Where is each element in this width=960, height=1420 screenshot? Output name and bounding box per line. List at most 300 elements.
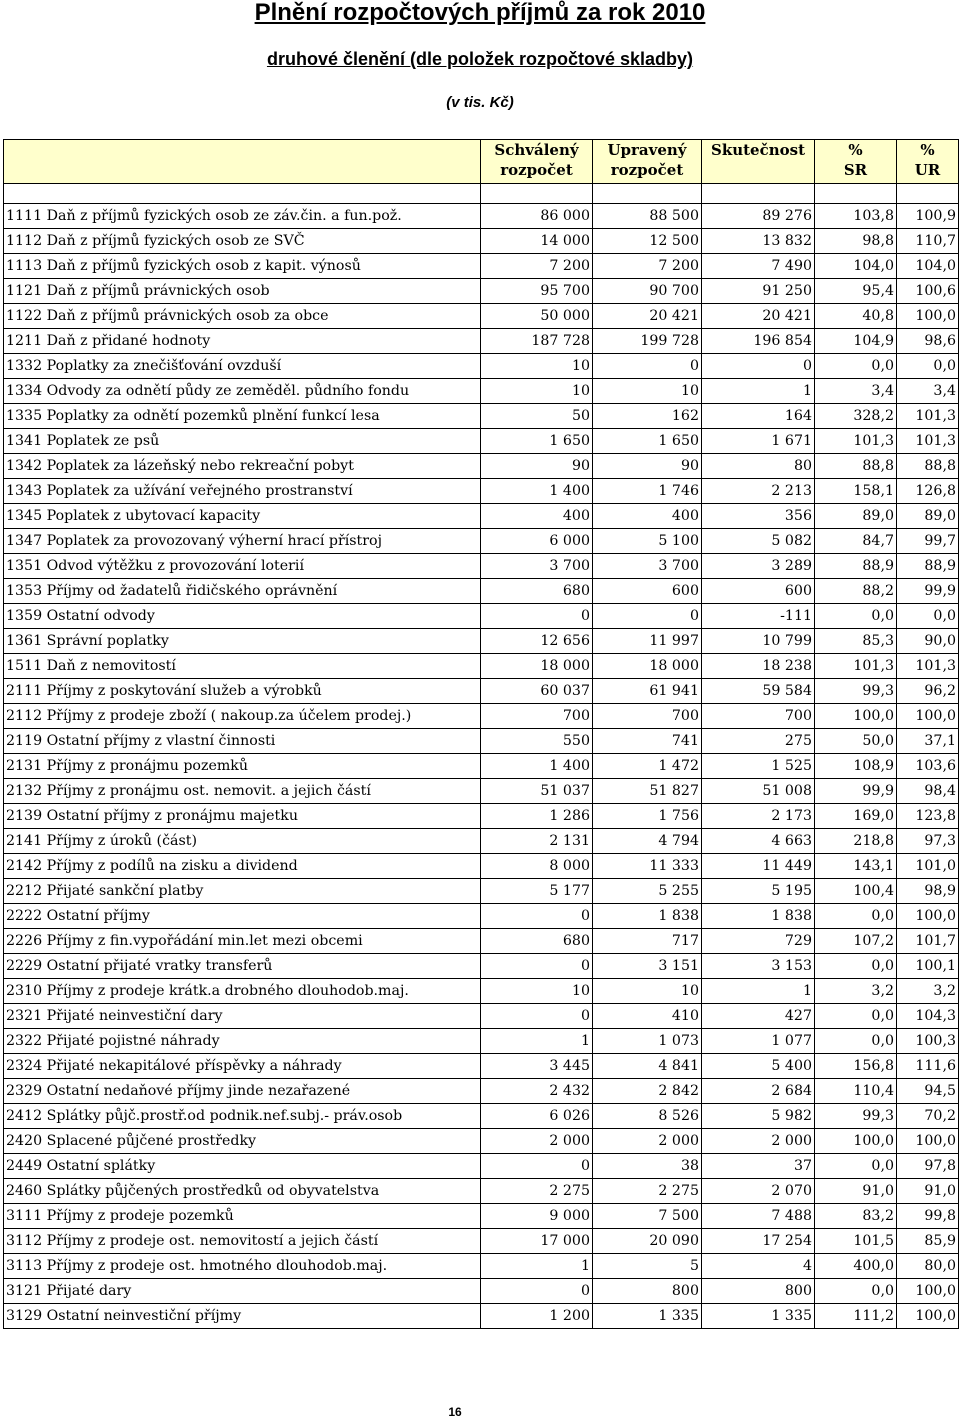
cell-pct-ur: 100,6: [897, 279, 959, 304]
table-row: [4, 679, 959, 704]
cell-pct-sr: 156,8: [815, 1054, 897, 1079]
cell-pct-ur: 101,3: [897, 429, 959, 454]
cell-label: 2420 Splacené půjčené prostředky: [4, 1129, 481, 1154]
table-row: [4, 404, 959, 429]
cell-upraveny: 717: [593, 929, 702, 954]
cell-skutecnost: 196 854: [702, 329, 815, 354]
cell-schvaleny: 1 400: [481, 754, 593, 779]
cell-schvaleny: 60 037: [481, 679, 593, 704]
cell-pct-ur: 98,4: [897, 779, 959, 804]
cell-pct-ur: 100,0: [897, 1279, 959, 1304]
cell-label: 2322 Přijaté pojistné náhrady: [4, 1029, 481, 1054]
cell-schvaleny: 10: [481, 979, 593, 1004]
cell-pct-ur: 110,7: [897, 229, 959, 254]
cell-pct-ur: 100,0: [897, 904, 959, 929]
cell-pct-ur: 100,0: [897, 304, 959, 329]
cell-skutecnost: 2 000: [702, 1129, 815, 1154]
table-row: [4, 1004, 959, 1029]
cell-schvaleny: 6 026: [481, 1104, 593, 1129]
header-schvaleny: [481, 140, 593, 184]
cell-label: 1361 Správní poplatky: [4, 629, 481, 654]
table-row: [4, 729, 959, 754]
cell-pct-sr: 98,8: [815, 229, 897, 254]
cell-upraveny: 162: [593, 404, 702, 429]
cell-pct-ur: 104,3: [897, 1004, 959, 1029]
cell-skutecnost: 4 663: [702, 829, 815, 854]
cell-pct-sr: 40,8: [815, 304, 897, 329]
cell-pct-sr: 95,4: [815, 279, 897, 304]
cell-pct-ur: 80,0: [897, 1254, 959, 1279]
cell-label: 2449 Ostatní splátky: [4, 1154, 481, 1179]
cell-upraveny: 90: [593, 454, 702, 479]
cell-skutecnost: 18 238: [702, 654, 815, 679]
cell-pct-sr: 104,9: [815, 329, 897, 354]
cell-label: 3129 Ostatní neinvestiční příjmy: [4, 1304, 481, 1329]
cell-label: 2329 Ostatní nedaňové příjmy jinde nezařazené: [4, 1079, 481, 1104]
table-row: [4, 529, 959, 554]
cell-skutecnost: 4: [702, 1254, 815, 1279]
cell-label: 2324 Přijaté nekapitálové příspěvky a náhrady: [4, 1054, 481, 1079]
cell-skutecnost: 729: [702, 929, 815, 954]
cell-upraveny: 1 073: [593, 1029, 702, 1054]
table-row: [4, 654, 959, 679]
cell-upraveny: 2 842: [593, 1079, 702, 1104]
cell-label: 1113 Daň z příjmů fyzických osob z kapit. výnosů: [4, 254, 481, 279]
cell-pct-ur: 3,2: [897, 979, 959, 1004]
cell-label: 2412 Splátky půjč.prostř.od podnik.nef.subj.- práv.osob: [4, 1104, 481, 1129]
cell-pct-ur: 101,3: [897, 404, 959, 429]
table-row: [4, 779, 959, 804]
cell-label: 2142 Příjmy z podílů na zisku a dividend: [4, 854, 481, 879]
cell-label: 2321 Přijaté neinvestiční dary: [4, 1004, 481, 1029]
cell-skutecnost: 1 525: [702, 754, 815, 779]
cell-upraveny: 4 794: [593, 829, 702, 854]
cell-upraveny: 4 841: [593, 1054, 702, 1079]
table-row: [4, 879, 959, 904]
cell-pct-sr: 100,0: [815, 704, 897, 729]
cell-pct-sr: 111,2: [815, 1304, 897, 1329]
cell-skutecnost: 5 400: [702, 1054, 815, 1079]
cell-label: 2112 Příjmy z prodeje zboží ( nakoup.za účelem prodej.): [4, 704, 481, 729]
cell-pct-ur: 100,3: [897, 1029, 959, 1054]
cell-skutecnost: 51 008: [702, 779, 815, 804]
cell-pct-sr: 84,7: [815, 529, 897, 554]
cell-schvaleny: 51 037: [481, 779, 593, 804]
table-row: [4, 854, 959, 879]
cell-upraveny: 12 500: [593, 229, 702, 254]
cell-pct-ur: 0,0: [897, 354, 959, 379]
cell-pct-sr: 0,0: [815, 1004, 897, 1029]
table-row: [4, 354, 959, 379]
cell-pct-ur: 101,7: [897, 929, 959, 954]
cell-schvaleny: 187 728: [481, 329, 593, 354]
cell-pct-ur: 99,8: [897, 1204, 959, 1229]
cell-skutecnost: 3 153: [702, 954, 815, 979]
cell-skutecnost: 59 584: [702, 679, 815, 704]
cell-upraveny: 7 200: [593, 254, 702, 279]
cell-skutecnost: 5 195: [702, 879, 815, 904]
cell-schvaleny: 550: [481, 729, 593, 754]
cell-pct-ur: 85,9: [897, 1229, 959, 1254]
cell-pct-sr: 101,3: [815, 654, 897, 679]
table-row: [4, 929, 959, 954]
cell-skutecnost: 275: [702, 729, 815, 754]
cell-schvaleny: 10: [481, 354, 593, 379]
table-row: [4, 904, 959, 929]
cell-pct-ur: 91,0: [897, 1179, 959, 1204]
cell-pct-sr: 0,0: [815, 1029, 897, 1054]
cell-skutecnost: 1 671: [702, 429, 815, 454]
cell-pct-ur: 96,2: [897, 679, 959, 704]
table-row: [4, 954, 959, 979]
cell-schvaleny: 8 000: [481, 854, 593, 879]
table-row: [4, 279, 959, 304]
cell-label: 2119 Ostatní příjmy z vlastní činnosti: [4, 729, 481, 754]
cell-schvaleny: 400: [481, 504, 593, 529]
cell-skutecnost: 2 684: [702, 1079, 815, 1104]
cell-upraveny: 2 000: [593, 1129, 702, 1154]
cell-pct-sr: 103,8: [815, 204, 897, 229]
cell-skutecnost: 20 421: [702, 304, 815, 329]
cell-pct-ur: 111,6: [897, 1054, 959, 1079]
cell-pct-ur: 98,6: [897, 329, 959, 354]
cell-label: 1341 Poplatek ze psů: [4, 429, 481, 454]
cell-pct-ur: 126,8: [897, 479, 959, 504]
header-label-cell: [4, 140, 481, 184]
cell-pct-sr: 100,0: [815, 1129, 897, 1154]
cell-label: 2131 Příjmy z pronájmu pozemků: [4, 754, 481, 779]
cell-pct-sr: 85,3: [815, 629, 897, 654]
cell-pct-ur: 97,8: [897, 1154, 959, 1179]
cell-schvaleny: 2 000: [481, 1129, 593, 1154]
cell-pct-ur: 100,9: [897, 204, 959, 229]
cell-pct-ur: 94,5: [897, 1079, 959, 1104]
cell-upraveny: 0: [593, 604, 702, 629]
table-row: [4, 1254, 959, 1279]
cell-pct-sr: 108,9: [815, 754, 897, 779]
cell-pct-ur: 99,9: [897, 579, 959, 604]
cell-pct-ur: 100,0: [897, 1129, 959, 1154]
cell-upraveny: 3 700: [593, 554, 702, 579]
cell-pct-ur: 37,1: [897, 729, 959, 754]
cell-upraveny: 10: [593, 379, 702, 404]
cell-upraveny: 600: [593, 579, 702, 604]
cell-schvaleny: 3 445: [481, 1054, 593, 1079]
cell-label: 2139 Ostatní příjmy z pronájmu majetku: [4, 804, 481, 829]
cell-schvaleny: 0: [481, 904, 593, 929]
cell-label: 2132 Příjmy z pronájmu ost. nemovit. a jejich částí: [4, 779, 481, 804]
cell-pct-sr: 50,0: [815, 729, 897, 754]
table-row: [4, 479, 959, 504]
table-row: [4, 754, 959, 779]
cell-pct-ur: 3,4: [897, 379, 959, 404]
cell-upraveny: 61 941: [593, 679, 702, 704]
cell-label: 1122 Daň z příjmů právnických osob za obce: [4, 304, 481, 329]
cell-skutecnost: 1: [702, 979, 815, 1004]
table-row: [4, 304, 959, 329]
cell-upraveny: 90 700: [593, 279, 702, 304]
cell-upraveny: 199 728: [593, 329, 702, 354]
cell-label: 1334 Odvody za odnětí půdy ze zeměděl. půdního fondu: [4, 379, 481, 404]
cell-upraveny: 1 335: [593, 1304, 702, 1329]
cell-schvaleny: 12 656: [481, 629, 593, 654]
cell-pct-ur: 97,3: [897, 829, 959, 854]
table-row: [4, 329, 959, 354]
cell-skutecnost: 5 982: [702, 1104, 815, 1129]
cell-pct-sr: 3,4: [815, 379, 897, 404]
cell-pct-sr: 110,4: [815, 1079, 897, 1104]
unit-label: (v tis. Kč): [446, 94, 514, 111]
table-header-row: [4, 140, 959, 184]
header-pct-ur-line2: UR: [914, 161, 941, 179]
spacer-row: [4, 184, 959, 204]
cell-schvaleny: 3 700: [481, 554, 593, 579]
table-row: [4, 579, 959, 604]
cell-pct-ur: 89,0: [897, 504, 959, 529]
cell-upraveny: 20 421: [593, 304, 702, 329]
cell-pct-ur: 90,0: [897, 629, 959, 654]
table-row: [4, 504, 959, 529]
cell-label: 1345 Poplatek z ubytovací kapacity: [4, 504, 481, 529]
table-row: [4, 554, 959, 579]
cell-pct-ur: 100,0: [897, 1304, 959, 1329]
cell-label: 1335 Poplatky za odnětí pozemků plnění funkcí lesa: [4, 404, 481, 429]
cell-skutecnost: 0: [702, 354, 815, 379]
cell-upraveny: 1 650: [593, 429, 702, 454]
cell-label: 2111 Příjmy z poskytování služeb a výrobků: [4, 679, 481, 704]
cell-pct-sr: 91,0: [815, 1179, 897, 1204]
cell-pct-sr: 0,0: [815, 954, 897, 979]
cell-pct-sr: 143,1: [815, 854, 897, 879]
cell-pct-sr: 99,3: [815, 679, 897, 704]
cell-label: 3112 Příjmy z prodeje ost. nemovitostí a jejich částí: [4, 1229, 481, 1254]
cell-upraveny: 11 333: [593, 854, 702, 879]
cell-pct-sr: 99,3: [815, 1104, 897, 1129]
cell-skutecnost: 356: [702, 504, 815, 529]
cell-upraveny: 700: [593, 704, 702, 729]
cell-upraveny: 11 997: [593, 629, 702, 654]
cell-skutecnost: 80: [702, 454, 815, 479]
cell-label: 1111 Daň z příjmů fyzických osob ze záv.čin. a fun.pož.: [4, 204, 481, 229]
cell-pct-ur: 104,0: [897, 254, 959, 279]
cell-upraveny: 1 472: [593, 754, 702, 779]
cell-skutecnost: 800: [702, 1279, 815, 1304]
cell-schvaleny: 1 400: [481, 479, 593, 504]
cell-schvaleny: 18 000: [481, 654, 593, 679]
cell-label: 1121 Daň z příjmů právnických osob: [4, 279, 481, 304]
cell-skutecnost: 1 838: [702, 904, 815, 929]
cell-upraveny: 5 255: [593, 879, 702, 904]
cell-label: 2460 Splátky půjčených prostředků od obyvatelstva: [4, 1179, 481, 1204]
header-upraveny: [593, 140, 702, 184]
cell-pct-sr: 0,0: [815, 354, 897, 379]
table-row: [4, 1104, 959, 1129]
cell-pct-ur: 123,8: [897, 804, 959, 829]
cell-upraveny: 1 746: [593, 479, 702, 504]
header-pct-sr-line1: %: [848, 141, 863, 159]
cell-upraveny: 410: [593, 1004, 702, 1029]
table-row: [4, 1029, 959, 1054]
cell-pct-sr: 328,2: [815, 404, 897, 429]
cell-label: 2229 Ostatní přijaté vratky transferů: [4, 954, 481, 979]
cell-schvaleny: 2 131: [481, 829, 593, 854]
table-row: [4, 629, 959, 654]
cell-pct-sr: 0,0: [815, 604, 897, 629]
cell-pct-ur: 88,9: [897, 554, 959, 579]
cell-pct-sr: 104,0: [815, 254, 897, 279]
header-skutecnost: [702, 140, 815, 184]
cell-skutecnost: 7 490: [702, 254, 815, 279]
table-row: [4, 604, 959, 629]
cell-schvaleny: 1 200: [481, 1304, 593, 1329]
cell-label: 1332 Poplatky za znečišťování ovzduší: [4, 354, 481, 379]
cell-schvaleny: 2 275: [481, 1179, 593, 1204]
cell-schvaleny: 0: [481, 1004, 593, 1029]
cell-pct-sr: 3,2: [815, 979, 897, 1004]
cell-pct-sr: 169,0: [815, 804, 897, 829]
table-row: [4, 1129, 959, 1154]
header-skutecnost-line1: Skutečnost: [710, 141, 806, 159]
table-row: [4, 804, 959, 829]
cell-pct-sr: 88,9: [815, 554, 897, 579]
cell-schvaleny: 86 000: [481, 204, 593, 229]
cell-pct-sr: 158,1: [815, 479, 897, 504]
table-row: [4, 704, 959, 729]
cell-schvaleny: 50 000: [481, 304, 593, 329]
cell-schvaleny: 2 432: [481, 1079, 593, 1104]
cell-schvaleny: 5 177: [481, 879, 593, 904]
cell-schvaleny: 700: [481, 704, 593, 729]
cell-pct-ur: 103,6: [897, 754, 959, 779]
cell-upraveny: 800: [593, 1279, 702, 1304]
cell-schvaleny: 17 000: [481, 1229, 593, 1254]
cell-label: 1342 Poplatek za lázeňský nebo rekreační pobyt: [4, 454, 481, 479]
cell-skutecnost: 2 213: [702, 479, 815, 504]
table-row: [4, 1279, 959, 1304]
cell-pct-ur: 100,0: [897, 704, 959, 729]
cell-label: 1343 Poplatek za užívání veřejného prostranství: [4, 479, 481, 504]
cell-upraveny: 5 100: [593, 529, 702, 554]
header-pct-sr-line2: SR: [843, 161, 868, 179]
cell-pct-sr: 83,2: [815, 1204, 897, 1229]
cell-schvaleny: 1: [481, 1254, 593, 1279]
cell-skutecnost: 600: [702, 579, 815, 604]
cell-upraveny: 741: [593, 729, 702, 754]
cell-schvaleny: 0: [481, 1279, 593, 1304]
cell-schvaleny: 0: [481, 954, 593, 979]
cell-skutecnost: 89 276: [702, 204, 815, 229]
cell-pct-sr: 88,2: [815, 579, 897, 604]
table-row: [4, 429, 959, 454]
cell-pct-ur: 98,9: [897, 879, 959, 904]
table-row: [4, 1304, 959, 1329]
cell-skutecnost: 164: [702, 404, 815, 429]
cell-schvaleny: 680: [481, 579, 593, 604]
cell-label: 3121 Přijaté dary: [4, 1279, 481, 1304]
header-pct-sr: [815, 140, 897, 184]
cell-skutecnost: 11 449: [702, 854, 815, 879]
cell-skutecnost: 17 254: [702, 1229, 815, 1254]
cell-label: 1511 Daň z nemovitostí: [4, 654, 481, 679]
cell-pct-sr: 0,0: [815, 904, 897, 929]
cell-pct-sr: 88,8: [815, 454, 897, 479]
cell-pct-ur: 70,2: [897, 1104, 959, 1129]
cell-skutecnost: 2 173: [702, 804, 815, 829]
cell-upraveny: 7 500: [593, 1204, 702, 1229]
cell-label: 1359 Ostatní odvody: [4, 604, 481, 629]
cell-schvaleny: 90: [481, 454, 593, 479]
cell-pct-sr: 218,8: [815, 829, 897, 854]
cell-pct-sr: 0,0: [815, 1154, 897, 1179]
header-schvaleny-line1: Schválený: [494, 141, 579, 159]
table-row: [4, 1054, 959, 1079]
table-row: [4, 1204, 959, 1229]
cell-pct-sr: 101,3: [815, 429, 897, 454]
cell-label: 2212 Přijaté sankční platby: [4, 879, 481, 904]
header-pct-ur-line1: %: [920, 141, 935, 159]
cell-label: 1353 Příjmy od žadatelů řidičského oprávnění: [4, 579, 481, 604]
cell-upraveny: 18 000: [593, 654, 702, 679]
cell-pct-sr: 101,5: [815, 1229, 897, 1254]
cell-pct-ur: 101,3: [897, 654, 959, 679]
cell-schvaleny: 0: [481, 1154, 593, 1179]
header-pct-ur: [897, 140, 959, 184]
cell-upraveny: 20 090: [593, 1229, 702, 1254]
cell-skutecnost: 700: [702, 704, 815, 729]
cell-pct-ur: 0,0: [897, 604, 959, 629]
cell-upraveny: 10: [593, 979, 702, 1004]
cell-schvaleny: 1 650: [481, 429, 593, 454]
cell-schvaleny: 50: [481, 404, 593, 429]
cell-upraveny: 1 838: [593, 904, 702, 929]
budget-table: [3, 139, 959, 1329]
cell-skutecnost: 2 070: [702, 1179, 815, 1204]
cell-skutecnost: 1 335: [702, 1304, 815, 1329]
table-row: [4, 1079, 959, 1104]
cell-skutecnost: -111: [702, 604, 815, 629]
cell-schvaleny: 1: [481, 1029, 593, 1054]
cell-label: 1351 Odvod výtěžku z provozování loterií: [4, 554, 481, 579]
table-row: [4, 829, 959, 854]
cell-pct-sr: 100,4: [815, 879, 897, 904]
cell-skutecnost: 7 488: [702, 1204, 815, 1229]
table-row: [4, 1179, 959, 1204]
cell-pct-sr: 99,9: [815, 779, 897, 804]
cell-label: 2222 Ostatní příjmy: [4, 904, 481, 929]
cell-label: 3111 Příjmy z prodeje pozemků: [4, 1204, 481, 1229]
table-row: [4, 454, 959, 479]
table-row: [4, 204, 959, 229]
cell-upraveny: 8 526: [593, 1104, 702, 1129]
cell-pct-sr: 0,0: [815, 1279, 897, 1304]
cell-label: 3113 Příjmy z prodeje ost. hmotného dlouhodob.maj.: [4, 1254, 481, 1279]
cell-upraveny: 88 500: [593, 204, 702, 229]
cell-upraveny: 51 827: [593, 779, 702, 804]
cell-schvaleny: 6 000: [481, 529, 593, 554]
cell-skutecnost: 37: [702, 1154, 815, 1179]
cell-skutecnost: 10 799: [702, 629, 815, 654]
cell-schvaleny: 680: [481, 929, 593, 954]
cell-skutecnost: 1: [702, 379, 815, 404]
cell-upraveny: 400: [593, 504, 702, 529]
cell-upraveny: 1 756: [593, 804, 702, 829]
cell-label: 1347 Poplatek za provozovaný výherní hrací přístroj: [4, 529, 481, 554]
header-upraveny-line1: Upravený: [607, 141, 687, 159]
cell-upraveny: 0: [593, 354, 702, 379]
table-row: [4, 379, 959, 404]
cell-pct-sr: 400,0: [815, 1254, 897, 1279]
cell-pct-ur: 88,8: [897, 454, 959, 479]
